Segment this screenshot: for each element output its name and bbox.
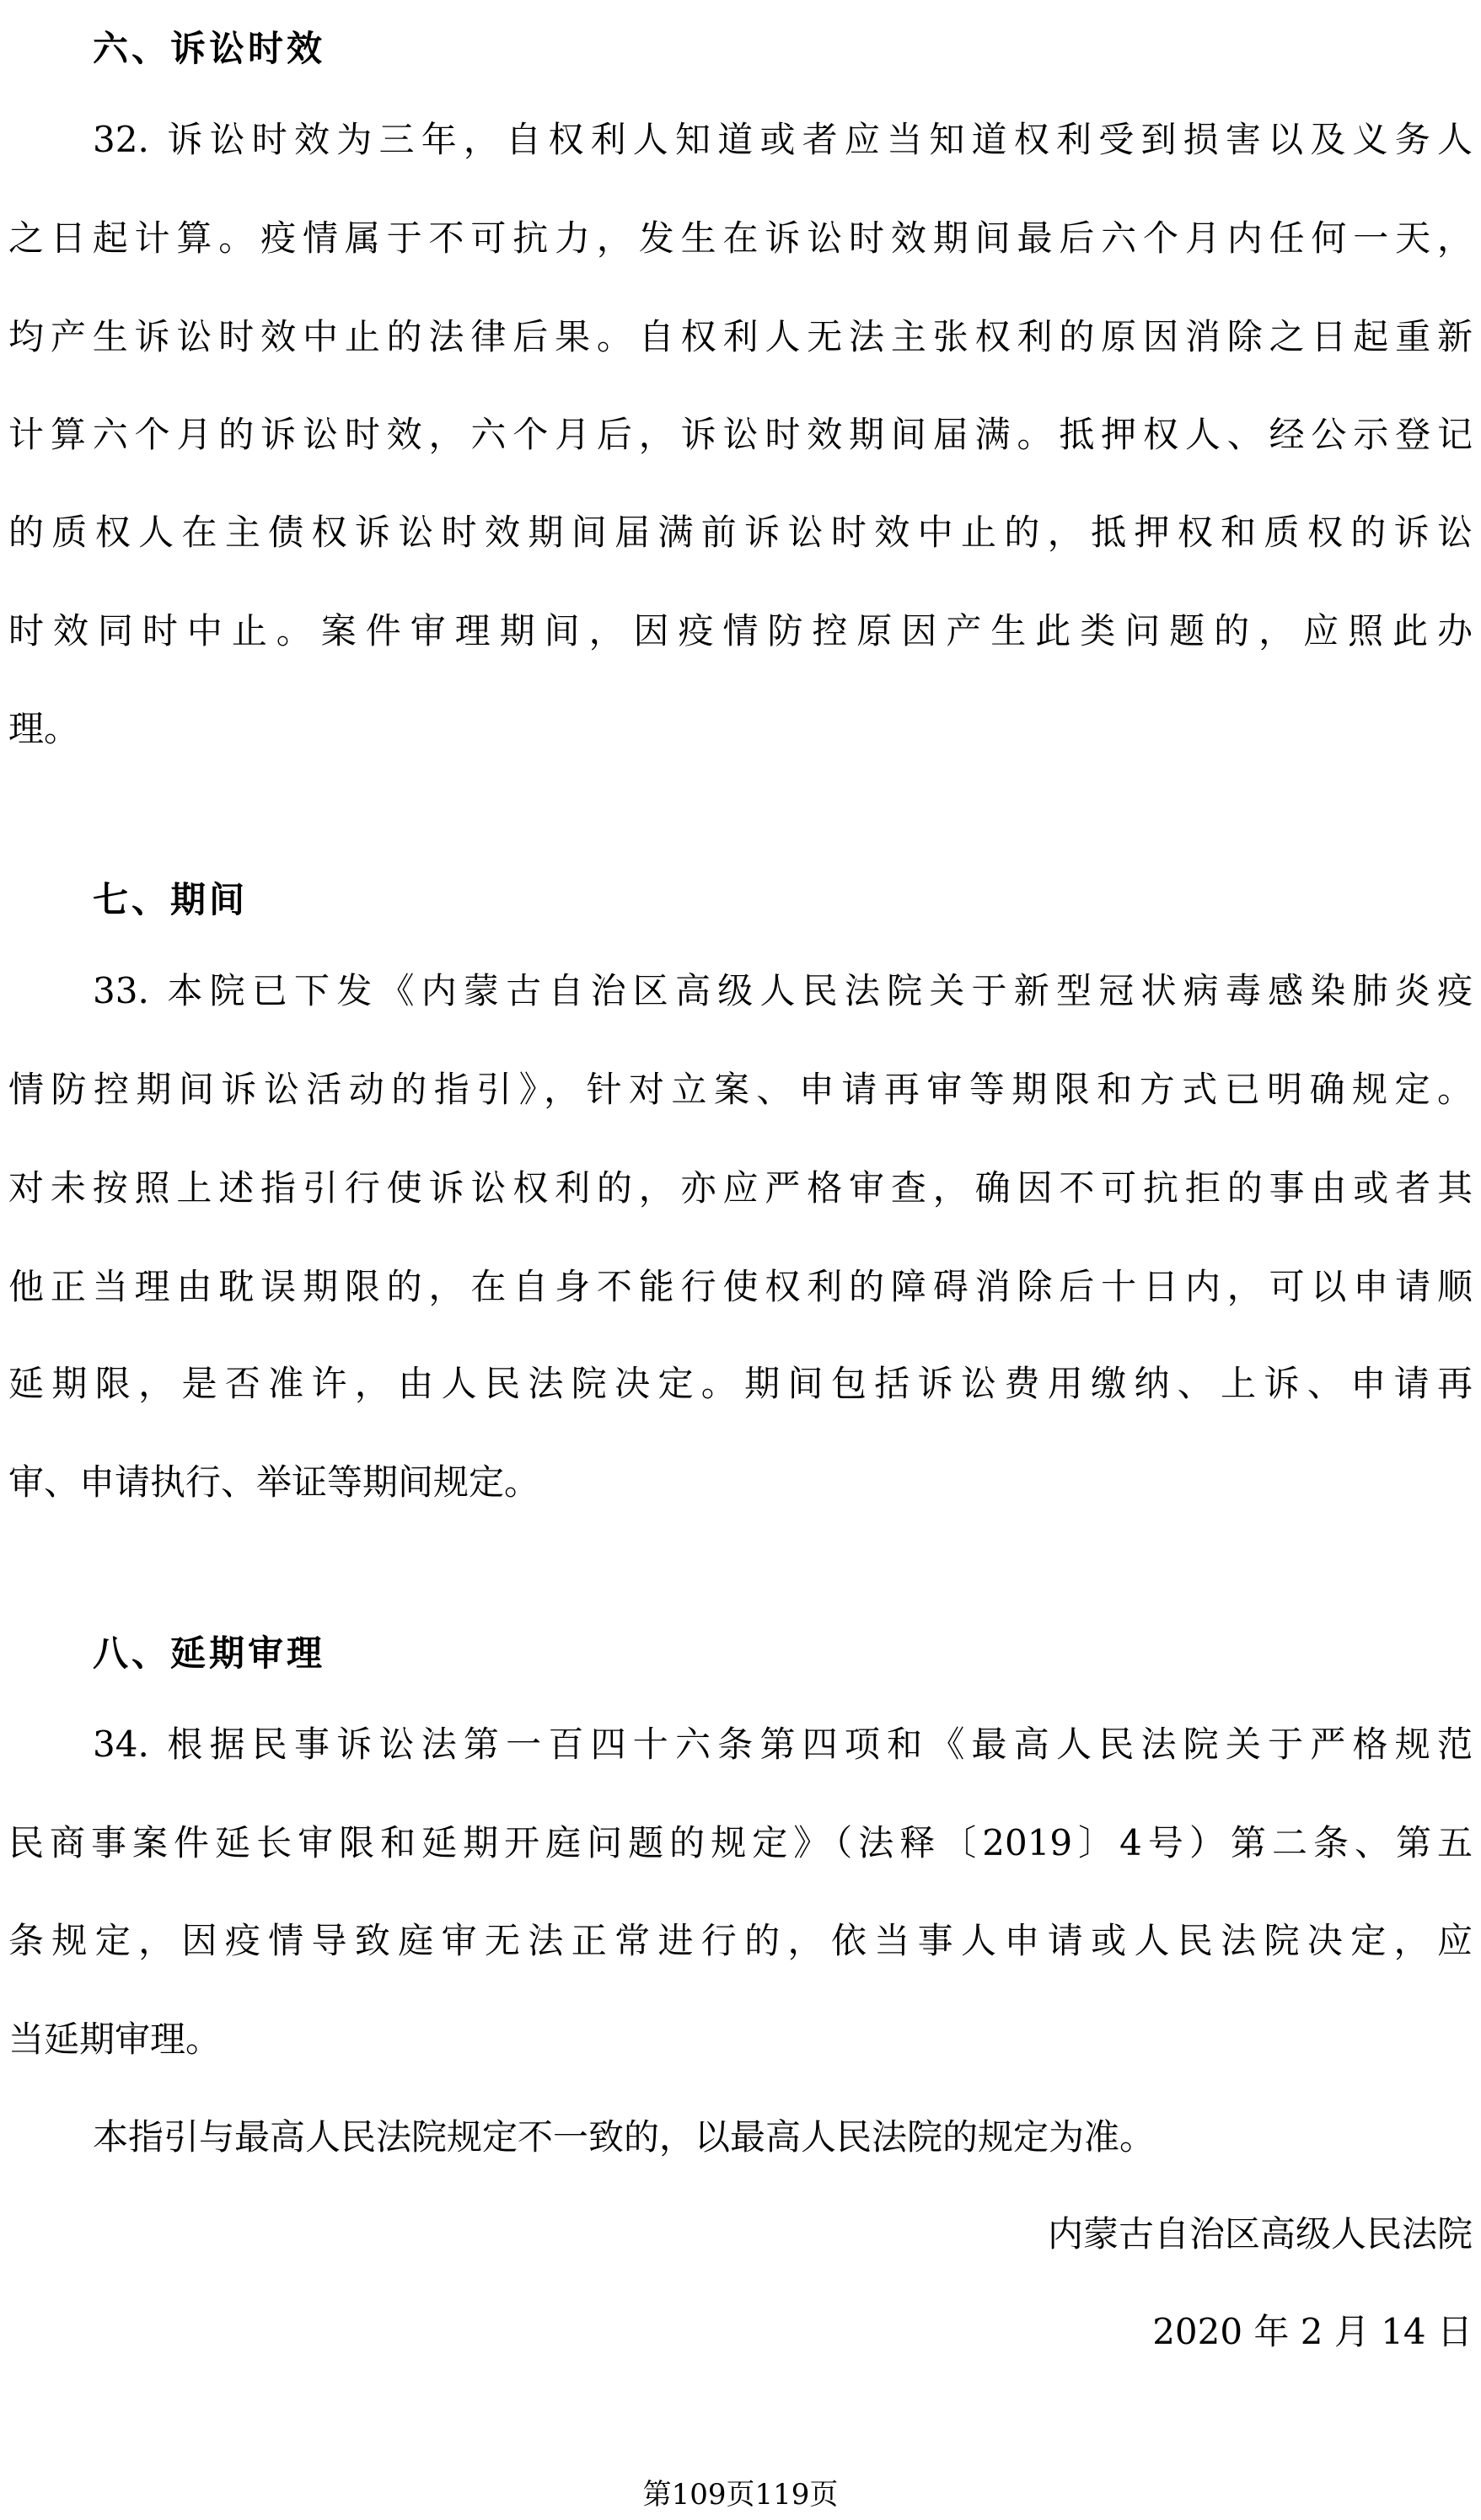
signature-org: 内蒙古自治区高级人民法院	[1047, 2213, 1473, 2255]
paragraph-line: 情防控期间诉讼活动的指引》，针对立案、申请再审等期限和方式已明确规定。	[8, 1069, 1473, 1110]
section-heading: 六、诉讼时效	[93, 28, 326, 69]
section-heading: 八、延期审理	[93, 1633, 326, 1674]
paragraph-line: 32. 诉讼时效为三年，自权利人知道或者应当知道权利受到损害以及义务人	[93, 119, 1473, 160]
paragraph-line: 33. 本院已下发《内蒙古自治区高级人民法院关于新型冠状病毒感染肺炎疫	[93, 970, 1473, 1011]
paragraph-line: 当延期审理。	[8, 2019, 222, 2060]
paragraph-line: 计算六个月的诉讼时效，六个月后，诉讼时效期间届满。抵押权人、经公示登记	[8, 414, 1473, 455]
paragraph-line: 延期限，是否准许，由人民法院决定。期间包括诉讼费用缴纳、上诉、申请再	[8, 1363, 1473, 1404]
paragraph-line: 理。	[8, 708, 80, 749]
paragraph-line: 34. 根据民事诉讼法第一百四十六条第四项和《最高人民法院关于严格规范	[93, 1724, 1473, 1765]
paragraph-line: 他正当理由耽误期限的，在自身不能行使权利的障碍消除后十日内，可以申请顺	[8, 1266, 1473, 1307]
paragraph-line: 审、申请执行、举证等期间规定。	[8, 1461, 540, 1503]
paragraph-line: 之日起计算。疫情属于不可抗力，发生在诉讼时效期间最后六个月内任何一天，	[8, 217, 1473, 259]
paragraph-line: 均产生诉讼时效中止的法律后果。自权利人无法主张权利的原因消除之日起重新	[8, 316, 1473, 357]
paragraph-line: 条规定，因疫情导致庭审无法正常进行的，依当事人申请或人民法院决定，应	[8, 1920, 1473, 1961]
closing-statement: 本指引与最高人民法院规定不一致的，以最高人民法院的规定为准。	[93, 2116, 1156, 2158]
section-heading: 七、期间	[93, 879, 249, 920]
paragraph-line: 时效同时中止。案件审理期间，因疫情防控原因产生此类问题的，应照此办	[8, 610, 1473, 651]
paragraph-line: 民商事案件延长审限和延期开庭问题的规定》（法释〔2019〕4号）第二条、第五	[8, 1822, 1473, 1863]
page-number: 第109页119页	[642, 2478, 839, 2512]
signature-date: 2020 年 2 月 14 日	[1152, 2311, 1473, 2352]
paragraph-line: 的质权人在主债权诉讼时效期间届满前诉讼时效中止的，抵押权和质权的诉讼	[8, 512, 1473, 553]
paragraph-line: 对未按照上述指引行使诉讼权利的，亦应严格审查，确因不可抗拒的事由或者其	[8, 1167, 1473, 1209]
